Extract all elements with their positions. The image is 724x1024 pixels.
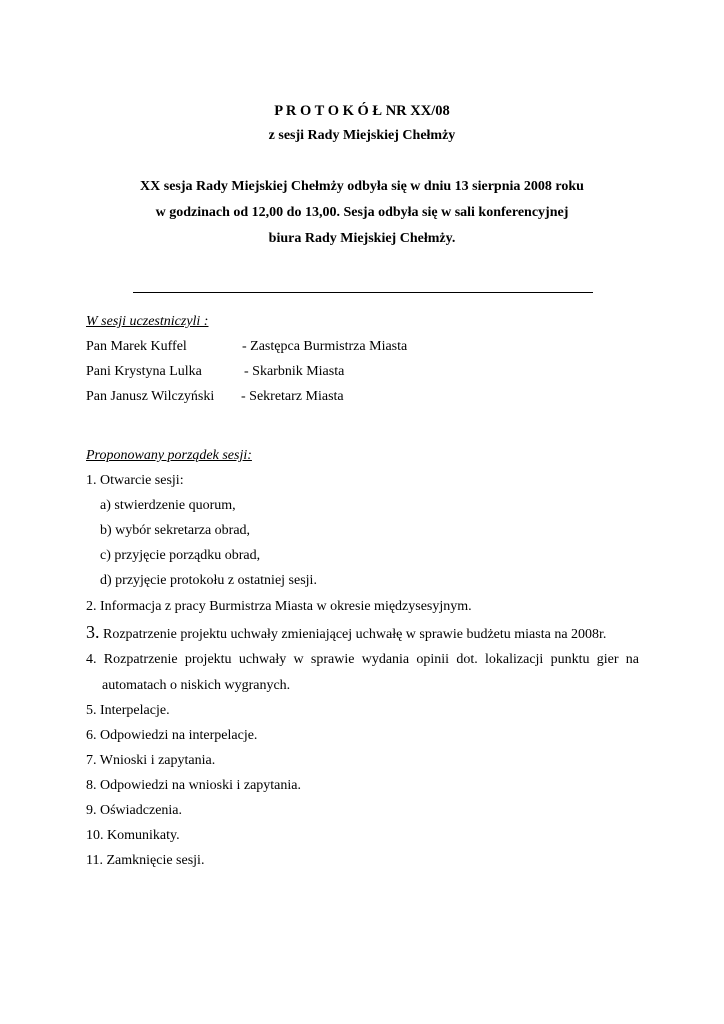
agenda-subitem: b) wybór sekretarza obrad, — [100, 523, 251, 538]
agenda-item-4-line-1: 4. Rozpatrzenie projektu uchwały w sprawie wydania opinii dot. lokalizacji punktu gier na — [86, 652, 639, 667]
participant-name: Pan Janusz Wilczyński — [86, 389, 215, 404]
document-title: P R O T O K Ó Ł NR XX/08 — [274, 103, 450, 119]
participants-heading: W sesji uczestniczyli : — [86, 314, 209, 329]
agenda-item-3 — [86, 622, 606, 643]
agenda-item-4-line-2: automatach o niskich wygranych. — [102, 678, 291, 693]
document-subtitle: z sesji Rady Miejskiej Chełmży — [268, 128, 456, 143]
agenda-item-3-number: 3. — [86, 622, 100, 642]
participant-name: Pani Krystyna Lulka — [86, 364, 202, 379]
agenda-item-5: 5. Interpelacje. — [86, 703, 170, 718]
agenda-item-2: 2. Informacja z pracy Burmistrza Miasta w okresie międzysesyjnym. — [86, 599, 472, 614]
agenda-item-8: 8. Odpowiedzi na wnioski i zapytania. — [86, 778, 302, 793]
participant-role: - Skarbnik Miasta — [244, 364, 345, 379]
agenda-item-11: 11. Zamknięcie sesji. — [86, 853, 205, 868]
agenda-subitem: d) przyjęcie protokołu z ostatniej sesji. — [100, 573, 317, 588]
participant-role: - Zastępca Burmistrza Miasta — [242, 339, 408, 354]
divider-line — [133, 292, 593, 293]
intro-line-3: biura Rady Miejskiej Chełmży. — [268, 231, 456, 246]
agenda-subitem: a) stwierdzenie quorum, — [100, 498, 236, 513]
agenda-heading: Proponowany porządek sesji: — [86, 448, 252, 463]
agenda-item-3-text: Rozpatrzenie projektu uchwały zmieniającej uchwałę w sprawie budżetu miasta na 2008r. — [99, 627, 607, 642]
participant-name: Pan Marek Kuffel — [86, 339, 187, 354]
participant-role: - Sekretarz Miasta — [241, 389, 344, 404]
agenda-item-10: 10. Komunikaty. — [86, 828, 180, 843]
agenda-item-7: 7. Wnioski i zapytania. — [86, 753, 216, 768]
intro-line-1: XX sesja Rady Miejskiej Chełmży odbyła się w dniu 13 sierpnia 2008 roku — [140, 179, 584, 194]
agenda-item-6: 6. Odpowiedzi na interpelacje. — [86, 728, 258, 743]
agenda-item-9: 9. Oświadczenia. — [86, 803, 183, 818]
agenda-item-1: 1. Otwarcie sesji: — [86, 473, 184, 488]
intro-line-2: w godzinach od 12,00 do 13,00. Sesja odbyła się w sali konferencyjnej — [155, 205, 569, 220]
agenda-subitem: c) przyjęcie porządku obrad, — [100, 548, 261, 563]
